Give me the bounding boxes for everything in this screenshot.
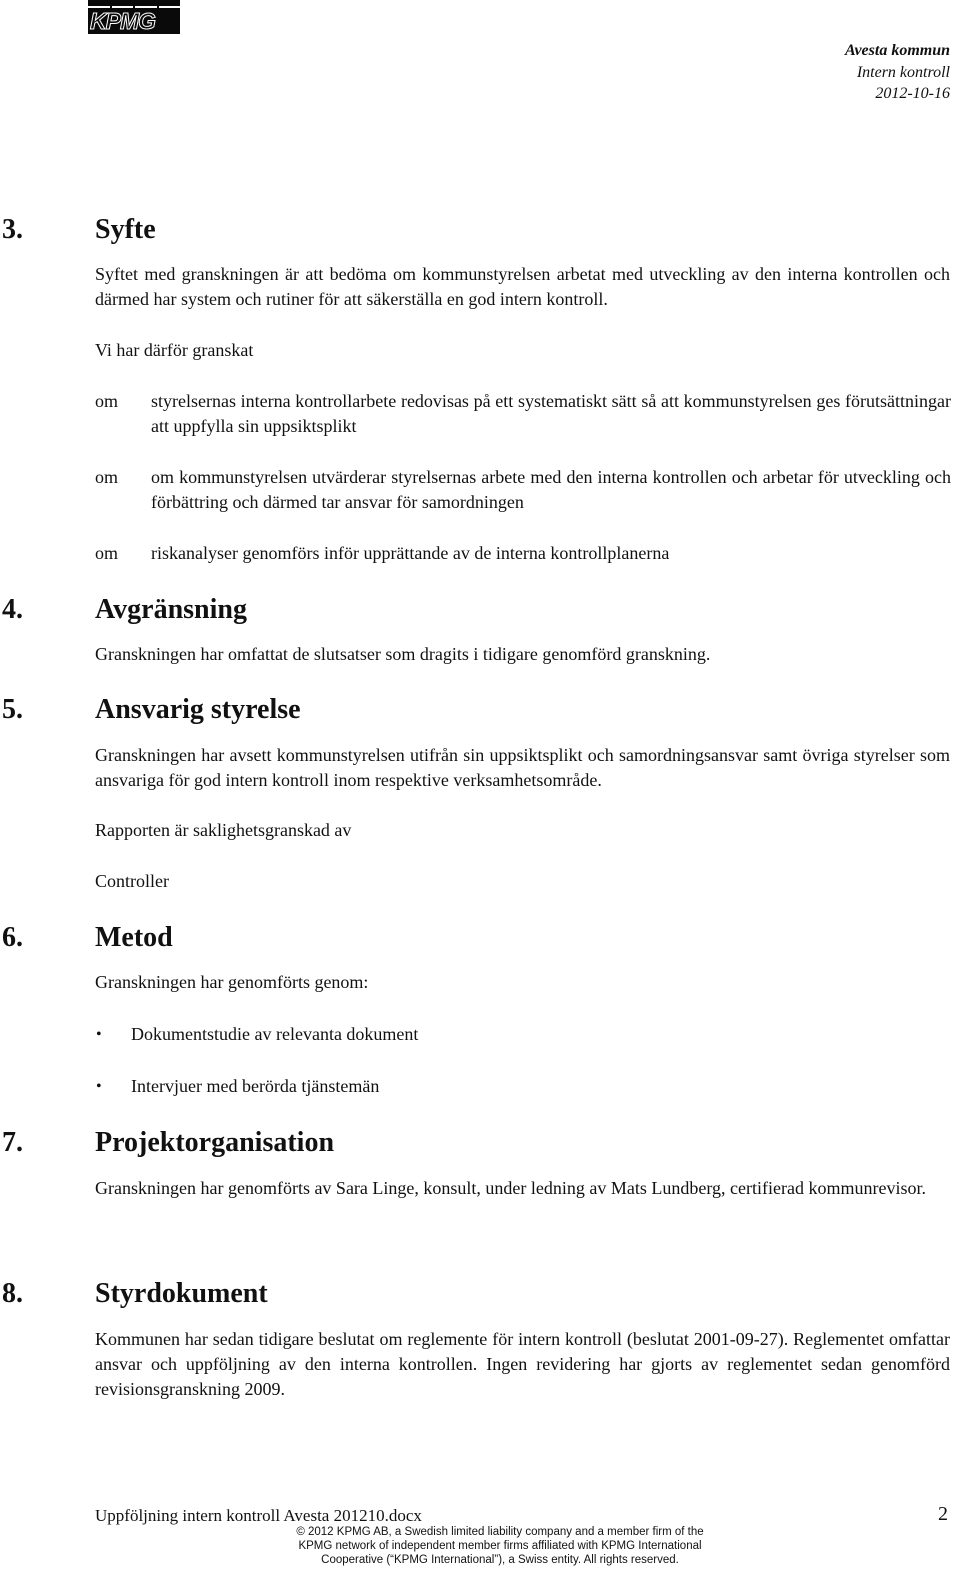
copyright-line: KPMG network of independent member firms affiliated with KPMG International [298, 1540, 702, 1552]
section-4-paragraph: Granskningen har omfattat de slutsatser som dragits i tidigare genomförd granskning. [95, 644, 711, 664]
list-item-prefix: om [95, 467, 119, 487]
list-item-prefix: om [95, 391, 119, 411]
copyright-line: © 2012 KPMG AB, a Swedish limited liability company and a member firm of the [296, 1526, 704, 1538]
section-5-number: 5. [2, 694, 23, 725]
section-6-title: Metod [95, 922, 173, 953]
list-item: styrelsernas interna kontrollarbete redovisas på ett systematiskt sätt så att kommunstyrelsen ges förutsättningar att uppfylla sin uppsiktsplikt [151, 391, 951, 436]
logo-bars [88, 0, 180, 8]
section-5-title: Ansvarig styrelse [95, 694, 301, 725]
section-6-number: 6. [2, 922, 23, 953]
section-4-number: 4. [2, 594, 23, 625]
page-number: 2 [938, 1503, 948, 1525]
section-7-title: Projektorganisation [95, 1127, 335, 1158]
header-subtitle: Intern kontroll [856, 64, 950, 81]
section-3-number: 3. [2, 214, 23, 245]
bullet-icon: • [96, 1078, 102, 1095]
list-item: riskanalyser genomförs inför upprättande av de interna kontrollplanerna [151, 543, 670, 563]
section-3-paragraph: Syftet med granskningen är att bedöma om kommunstyrelsen arbetat med utveckling av den interna kontrollen och därmed har system och rutiner för att säkerställa en god intern kontroll. [95, 264, 950, 309]
section-5-reviewer: Controller [95, 871, 169, 891]
section-8-number: 8. [2, 1278, 23, 1309]
section-7-number: 7. [2, 1127, 23, 1158]
copyright-line: Cooperative (“KPMG International”), a Swiss entity. All rights reserved. [321, 1554, 679, 1566]
section-4-title: Avgränsning [95, 594, 247, 625]
section-8-paragraph: Kommunen har sedan tidigare beslutat om reglemente för intern kontroll (beslutat 2001-09-27). Reglementet omfattar ansvar och uppföljning av den interna kontrollen. Ingen revidering har gjorts av reglementet sedan genomförd revisionsgranskning 2009. [95, 1329, 950, 1399]
section-5-review-note: Rapporten är saklighetsgranskad av [95, 820, 352, 840]
logo-text: KPMG [90, 8, 155, 34]
bullet-item: Intervjuer med berörda tjänstemän [131, 1076, 380, 1096]
section-8-title: Styrdokument [95, 1278, 268, 1309]
section-3-intro: Vi har därför granskat [95, 340, 254, 360]
footer-filename: Uppföljning intern kontroll Avesta 201210.docx [95, 1506, 422, 1525]
copyright-notice [240, 1525, 760, 1567]
list-item: om kommunstyrelsen utvärderar styrelsernas arbete med den interna kontrollen och arbetar för utveckling och förbättring och därmed tar ansvar för samordningen [151, 467, 951, 512]
header-date: 2012-10-16 [875, 85, 950, 102]
header-organization: Avesta kommun [844, 42, 950, 59]
list-item-prefix: om [95, 543, 119, 563]
section-6-paragraph: Granskningen har genomförts genom: [95, 972, 369, 992]
bullet-item: Dokumentstudie av relevanta dokument [131, 1024, 419, 1044]
section-7-paragraph: Granskningen har genomförts av Sara Linge, konsult, under ledning av Mats Lundberg, certifierad kommunrevisor. [95, 1178, 926, 1198]
kpmg-logo [88, 0, 180, 34]
section-3-title: Syfte [95, 214, 156, 245]
section-5-paragraph: Granskningen har avsett kommunstyrelsen utifrån sin uppsiktsplikt och samordningsansvar samt övriga styrelser som ansvariga för god intern kontroll inom respektive verksamhetsområde. [95, 745, 950, 790]
bullet-icon: • [96, 1026, 102, 1043]
